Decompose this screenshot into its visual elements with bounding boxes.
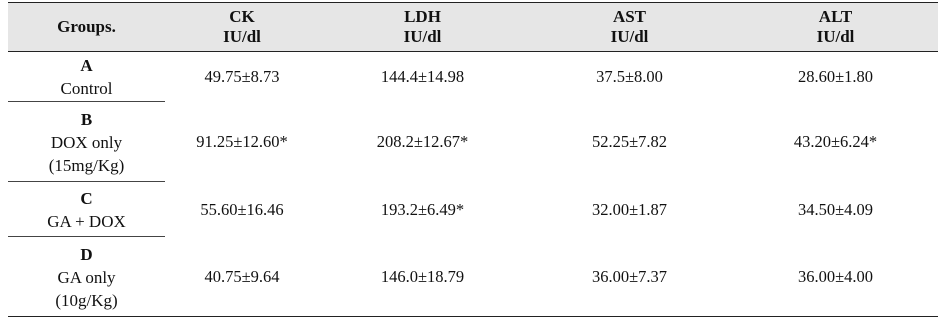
ldh-value: 208.2±12.67* xyxy=(376,132,469,151)
group-label: GA + DOX xyxy=(47,211,126,231)
header-groups xyxy=(8,3,165,51)
results-table xyxy=(8,2,938,317)
group-letter: A xyxy=(80,56,93,75)
header-alt xyxy=(733,3,938,51)
ck-value: 91.25±12.60* xyxy=(196,132,288,151)
ast-value: 52.25±7.82 xyxy=(591,132,668,151)
ldh-value: 193.2±6.49* xyxy=(380,199,465,219)
group-letter: C xyxy=(80,188,93,208)
table-row-b xyxy=(8,102,938,182)
group-cell-d xyxy=(8,237,165,317)
header-alt-unit: IU/dl xyxy=(816,27,855,46)
header-ck-unit: IU/dl xyxy=(223,27,261,46)
header-ldh-unit: IU/dl xyxy=(403,27,442,46)
group-cell-a xyxy=(8,52,165,102)
header-ast-unit: IU/dl xyxy=(610,27,649,46)
header-ldh-label: LDH xyxy=(404,7,441,26)
group-label: GA only xyxy=(57,267,116,287)
table-header-row xyxy=(8,2,938,52)
table-row-c xyxy=(8,182,938,237)
ast-value: 36.00±7.37 xyxy=(591,267,668,286)
group-letter: B xyxy=(80,109,93,129)
group-cell-b xyxy=(8,102,165,182)
alt-value: 28.60±1.80 xyxy=(797,67,874,86)
header-groups-label: Groups. xyxy=(57,17,116,36)
group-letter: D xyxy=(80,244,93,264)
ast-value: 37.5±8.00 xyxy=(596,67,663,86)
ck-value: 55.60±16.46 xyxy=(200,199,284,219)
group-dose: (15mg/Kg) xyxy=(48,155,125,175)
ldh-value: 146.0±18.79 xyxy=(380,267,465,286)
header-ck-label: CK xyxy=(229,7,255,26)
table-bottom-rule xyxy=(8,316,938,317)
ast-value: 32.00±1.87 xyxy=(591,199,668,219)
group-label: DOX only xyxy=(50,132,123,152)
ldh-value: 144.4±14.98 xyxy=(380,67,465,86)
group-cell-c xyxy=(8,182,165,237)
table-row-a xyxy=(8,52,938,102)
header-ldh xyxy=(319,3,526,51)
alt-value: 34.50±4.09 xyxy=(797,199,874,219)
group-label: Control xyxy=(60,79,113,98)
group-dose: (10g/Kg) xyxy=(55,290,118,310)
table-row-d xyxy=(8,237,938,317)
alt-value: 43.20±6.24* xyxy=(793,132,878,151)
ck-value: 49.75±8.73 xyxy=(204,67,280,86)
header-ast-label: AST xyxy=(612,7,647,26)
alt-value: 36.00±4.00 xyxy=(797,267,874,286)
header-alt-label: ALT xyxy=(818,7,853,26)
header-ck xyxy=(165,3,319,51)
ck-value: 40.75±9.64 xyxy=(204,267,280,286)
header-ast xyxy=(526,3,733,51)
